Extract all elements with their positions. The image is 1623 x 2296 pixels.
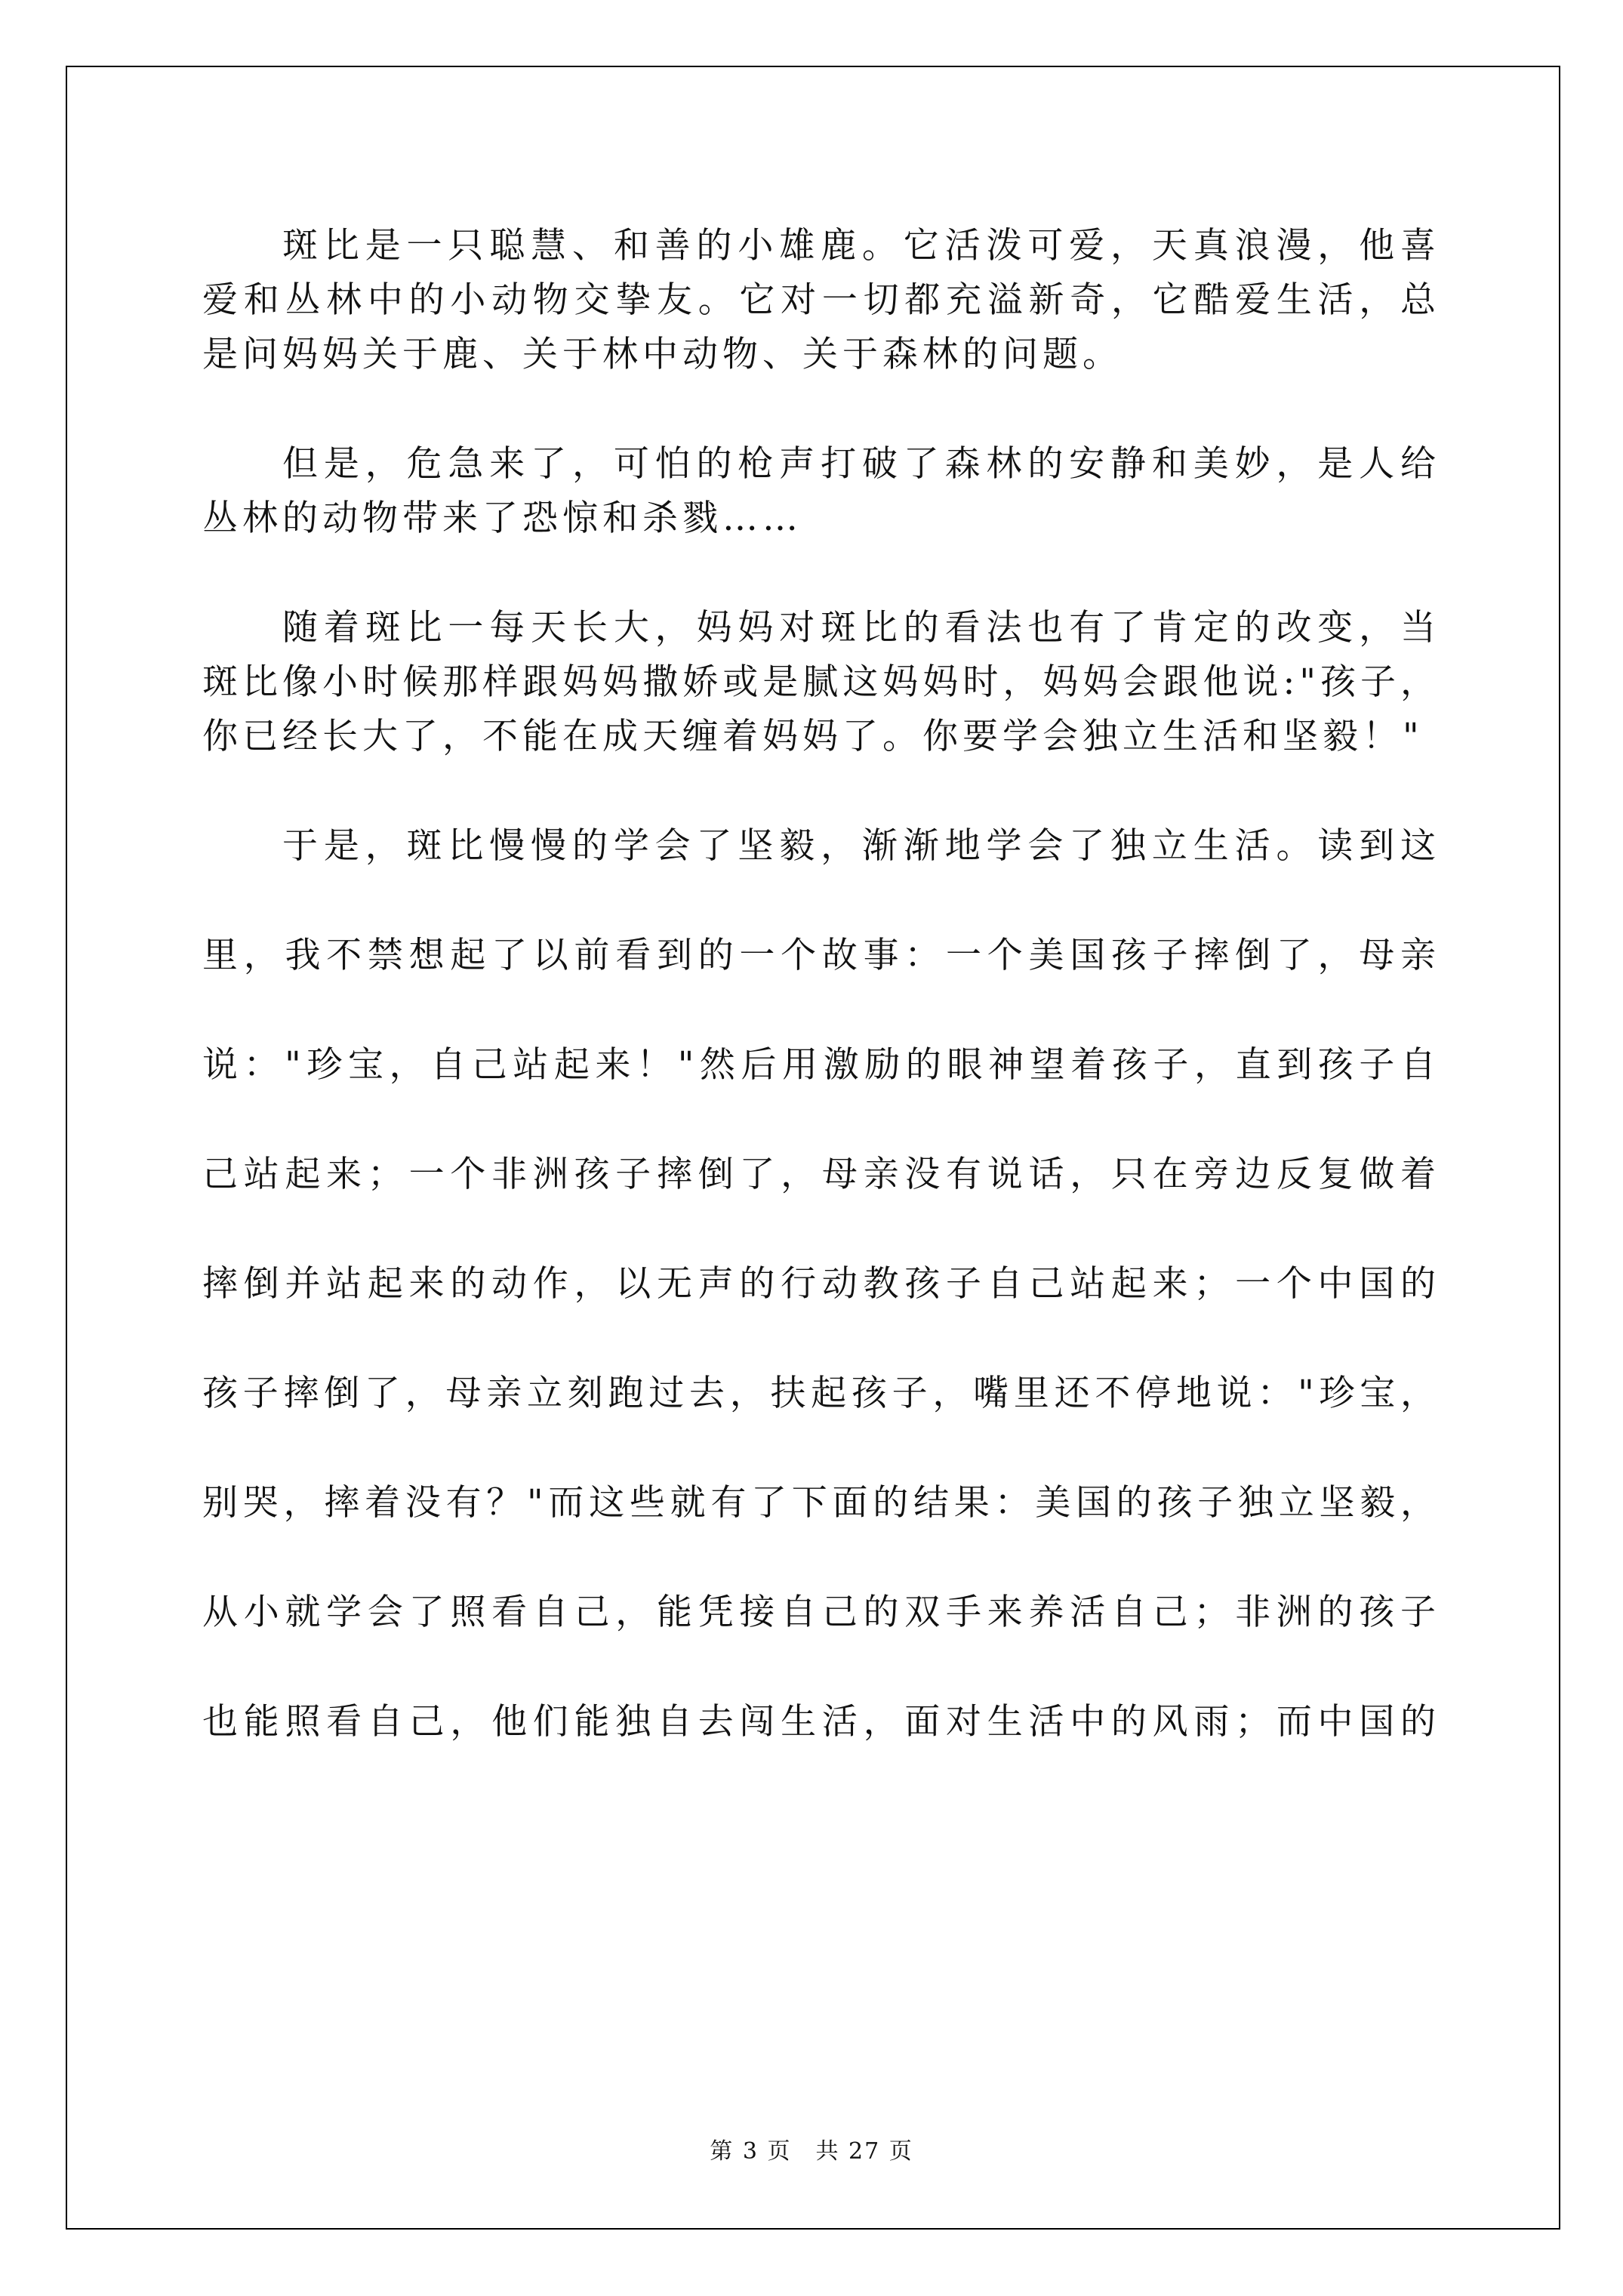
paragraph-line: 也能照看自己，他们能独自去闯生活，面对生活中的风雨；而中国的 xyxy=(202,1701,1440,1743)
page-number-footer: 第 3 页 共 27 页 xyxy=(710,2138,913,2165)
paragraph-gap xyxy=(202,983,1440,1038)
paragraph-line: 斑比是一只聪慧、和善的小雄鹿。它活泼可爱，天真浪漫，他喜 xyxy=(282,225,1440,267)
paragraph-line: 孩子摔倒了，母亲立刻跑过去，扶起孩子，嘴里还不停地说："珍宝， xyxy=(202,1373,1440,1414)
body-text xyxy=(202,219,1440,1749)
paragraph-line: 随着斑比一每天长大，妈妈对斑比的看法也有了肯定的改变，当 xyxy=(282,607,1440,649)
paragraph-line: 丛林的动物带来了恐惊和杀戮…… xyxy=(202,498,802,539)
paragraph-line: 说："珍宝，自己站起来！"然后用激励的眼神望着孩子，直到孩子自 xyxy=(202,1044,1440,1086)
paragraph-gap xyxy=(202,1421,1440,1476)
paragraph-line: 但是，危急来了，可怕的枪声打破了森林的安静和美妙，是人给 xyxy=(282,443,1440,485)
paragraph-gap xyxy=(202,1530,1440,1586)
paragraph-line: 是问妈妈关于鹿、关于林中动物、关于森林的问题。 xyxy=(202,334,1123,375)
paragraph-line: 里，我不禁想起了以前看到的一个故事：一个美国孩子摔倒了，母亲 xyxy=(202,935,1440,976)
paragraph-line: 己站起来；一个非洲孩子摔倒了，母亲没有说话，只在旁边反复做着 xyxy=(202,1154,1440,1195)
paragraph-line: 从小就学会了照看自己，能凭接自己的双手来养活自己；非洲的孩子 xyxy=(202,1592,1440,1633)
paragraph-gap xyxy=(202,1640,1440,1695)
paragraph-gap xyxy=(202,1202,1440,1257)
paragraph-gap xyxy=(202,546,1440,601)
paragraph-line: 于是，斑比慢慢的学会了坚毅，渐渐地学会了独立生活。读到这 xyxy=(282,825,1440,867)
paragraph-line: 你已经长大了，不能在成天缠着妈妈了。你要学会独立生活和坚毅！" xyxy=(202,716,1424,757)
paragraph-gap xyxy=(202,1093,1440,1148)
paragraph-gap xyxy=(202,764,1440,819)
paragraph-line: 爱和丛林中的小动物交挚友。它对一切都充溢新奇，它酷爱生活，总 xyxy=(202,279,1440,321)
paragraph-gap xyxy=(202,382,1440,437)
paragraph-line: 摔倒并站起来的动作，以无声的行动教孩子自己站起来；一个中国的 xyxy=(202,1263,1440,1305)
paragraph-gap xyxy=(202,874,1440,929)
paragraph-line: 别哭，摔着没有？"而这些就有了下面的结果：美国的孩子独立坚毅， xyxy=(202,1482,1440,1524)
paragraph-gap xyxy=(202,1311,1440,1367)
paragraph-line: 斑比像小时候那样跟妈妈撒娇或是腻这妈妈时，妈妈会跟他说:"孩子， xyxy=(202,661,1440,703)
